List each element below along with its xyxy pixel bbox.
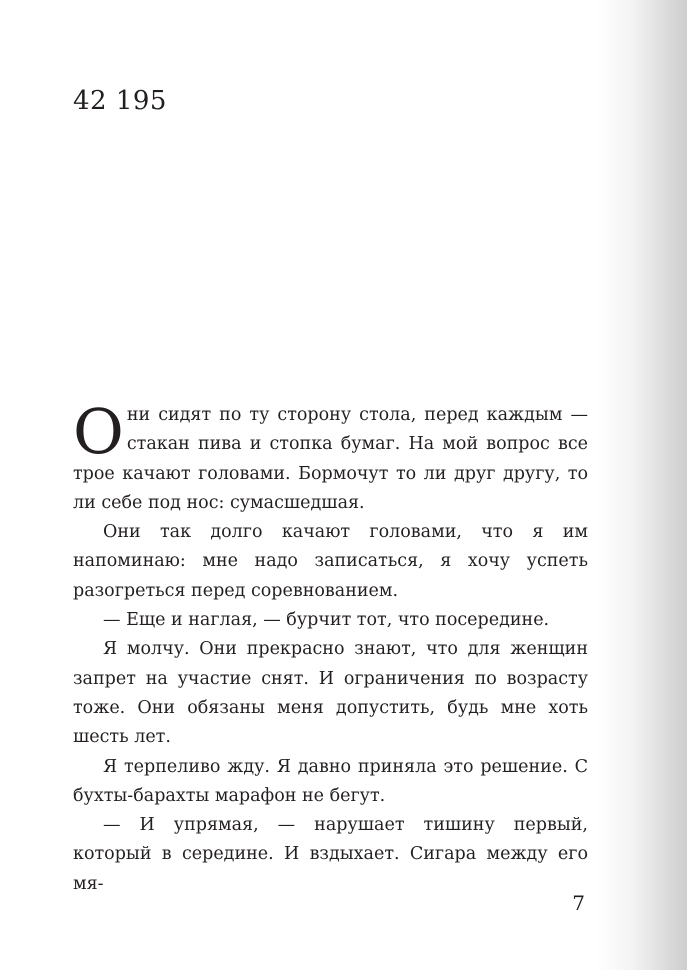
paragraph-1 xyxy=(73,395,588,518)
page-number: 7 xyxy=(572,891,585,915)
paragraph-5: Я терпеливо жду. Я давно приняла это решение. С бухты-барахты марафон не бегут. xyxy=(73,756,588,806)
paragraph-2: Они так долго качают головами, что я им напоминаю: мне надо записаться, я хочу успеть разогреться перед соревнованием. xyxy=(73,522,588,601)
paragraph-1-text: ни сидят по ту сторону стола, перед каждым — стакан пива и стопка бумаг. На мой вопрос все трое качают головами. Бормочут то ли друг другу, то ли себе под нос: сумасшедшая. xyxy=(73,405,588,513)
page-edge-shadow xyxy=(597,0,687,970)
paragraph-6: — И упрямая, — нарушает тишину первый, который в середине. И вздыхает. Сигара между его мя- xyxy=(73,815,588,894)
chapter-title: 42 195 xyxy=(73,86,167,116)
body-text xyxy=(73,395,588,899)
paragraph-4: Я молчу. Они прекрасно знают, что для женщин запрет на участие снят. И ограничения по возрасту тоже. Они обязаны меня допустить, будь мне хоть шесть лет. xyxy=(73,639,588,748)
drop-cap: О xyxy=(73,395,124,468)
paragraph-3: — Еще и наглая, — бурчит тот, что посередине. xyxy=(103,610,550,631)
